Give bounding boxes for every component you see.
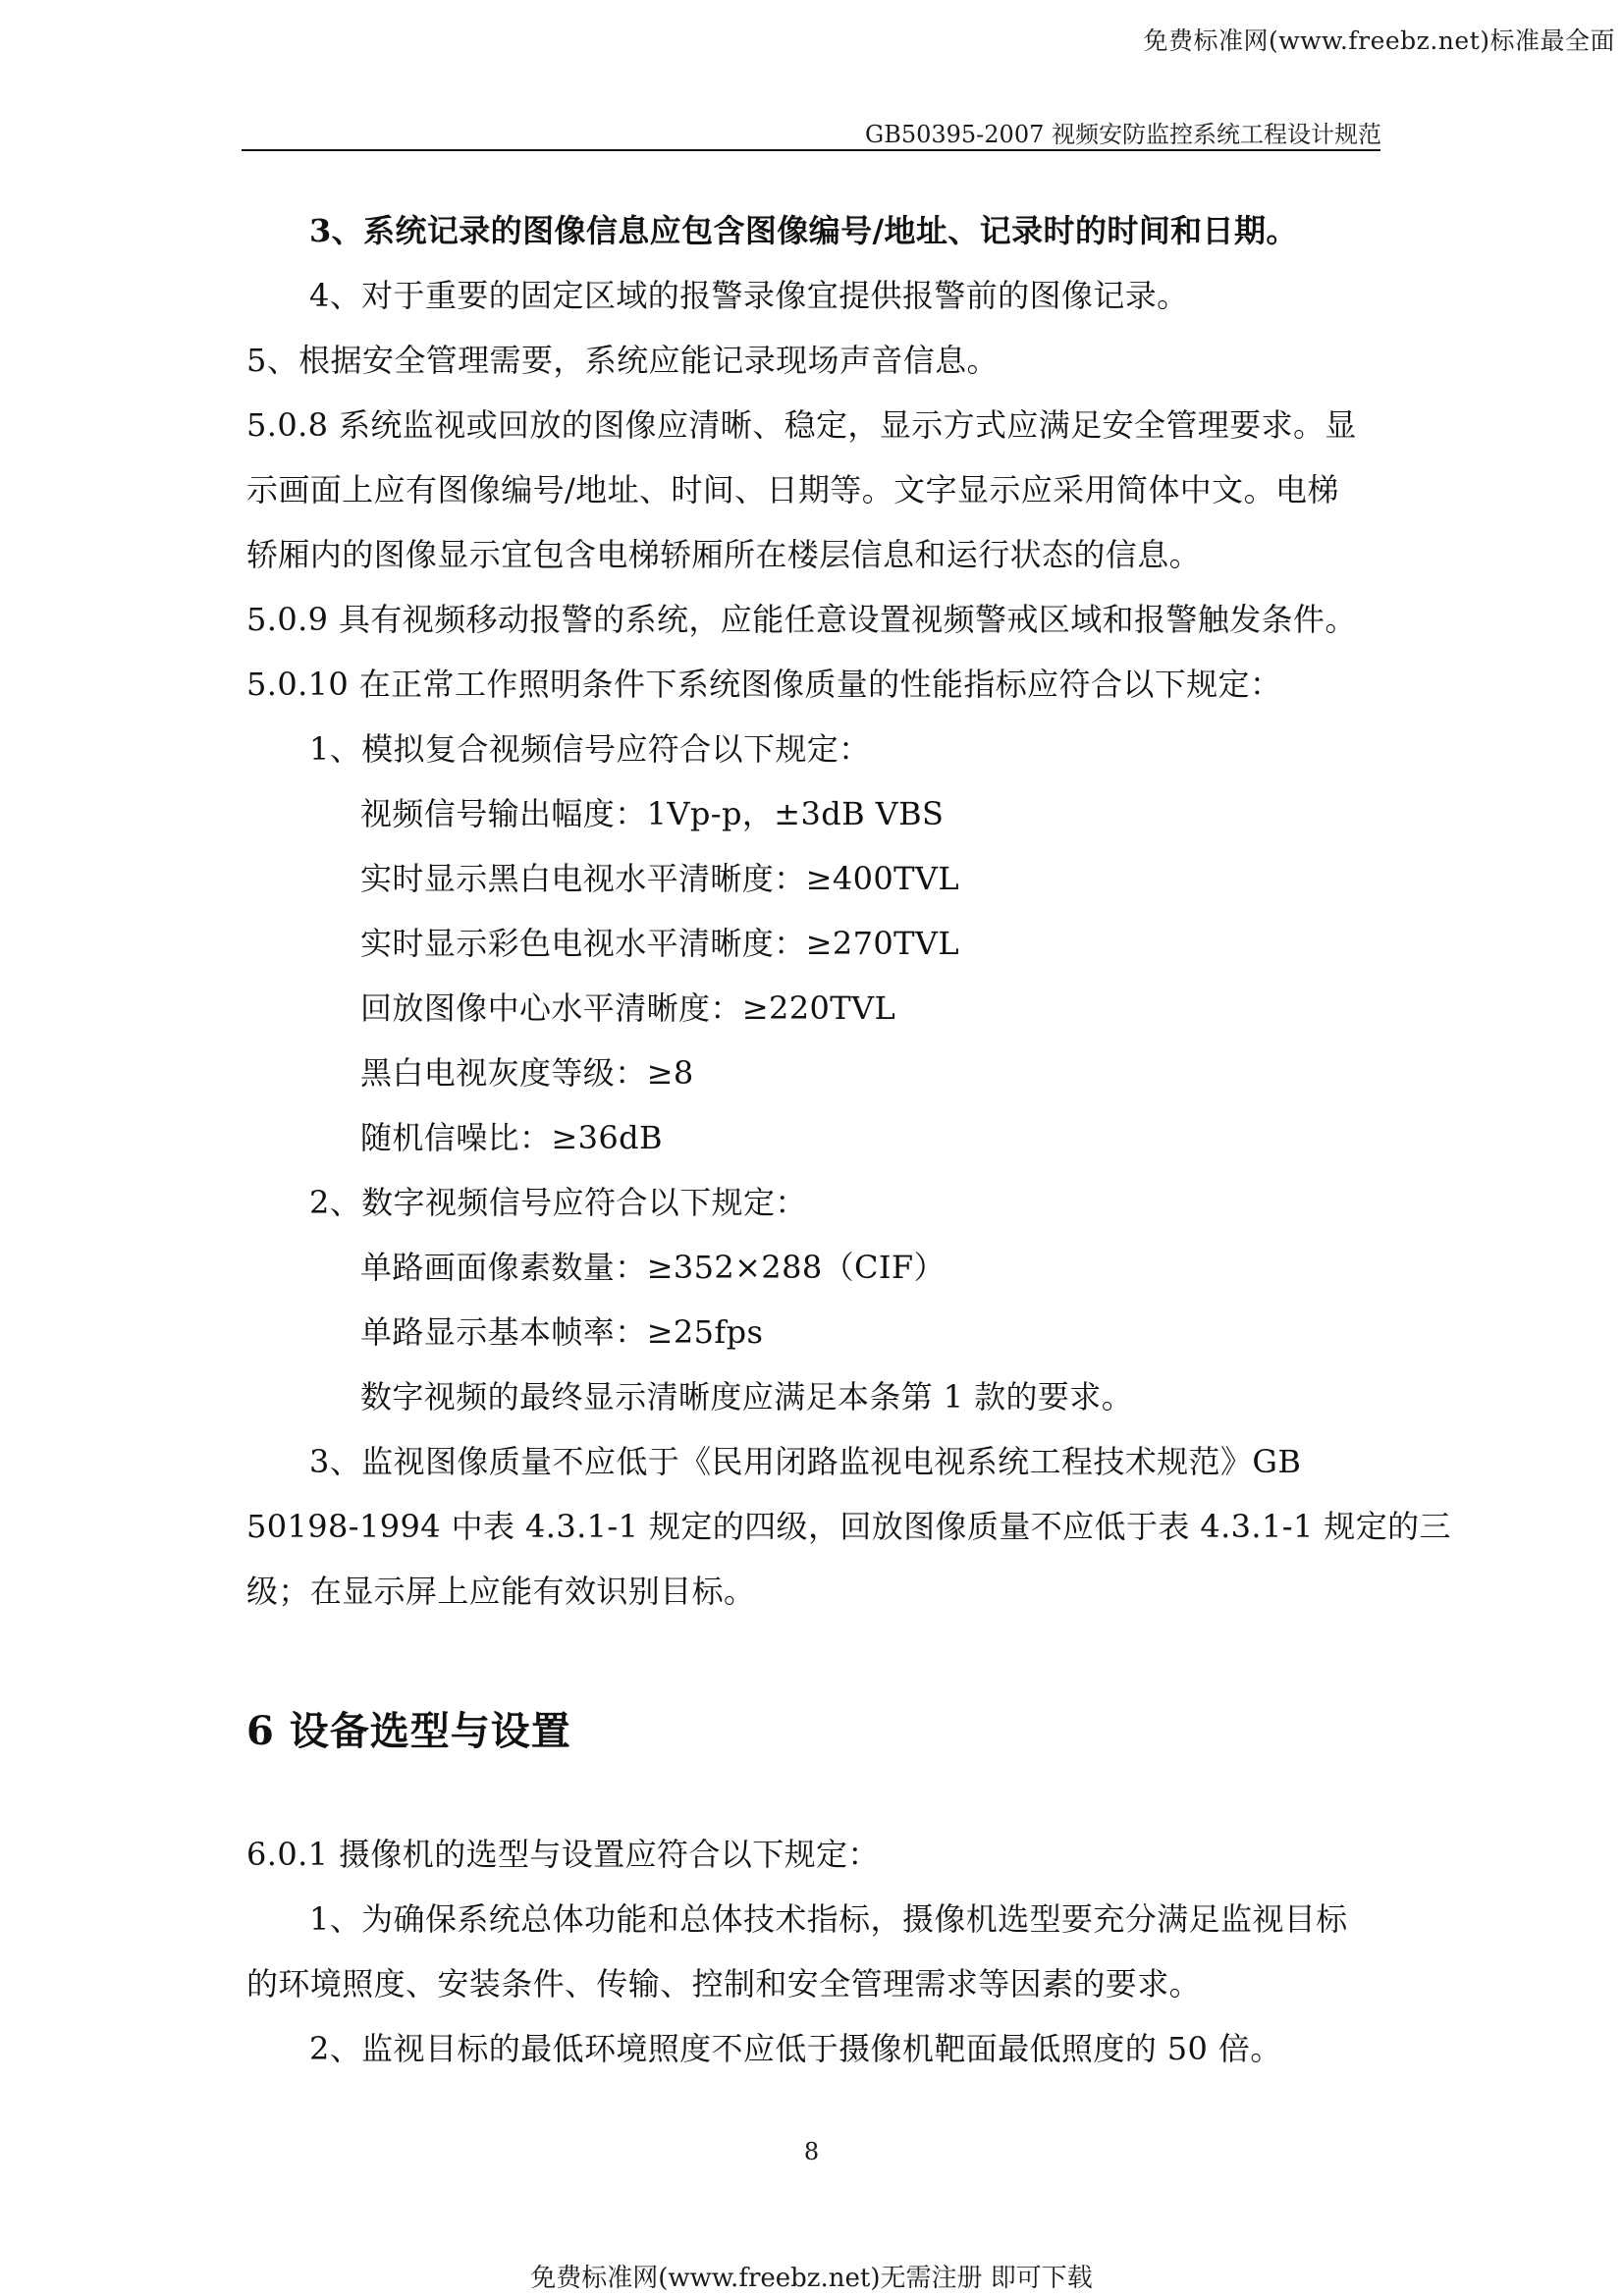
- clause-6-0-1-item-1-line-1: 1、为确保系统总体功能和总体技术指标，摄像机选型要充分满足监视目标: [309, 1900, 1348, 1938]
- clause-5-0-9: 5.0.9 具有视频移动报警的系统，应能任意设置视频警戒区域和报警触发条件。: [246, 601, 1357, 638]
- page-content: [246, 198, 1451, 2081]
- top-watermark: 免费标准网(www.freebz.net)标准最全面: [1143, 27, 1615, 55]
- clause-6-0-1-item-2: 2、监视目标的最低环境照度不应低于摄像机靶面最低照度的 50 倍。: [309, 2030, 1282, 2067]
- clause-5-0-10-item-3-line-2: 50198-1994 中表 4.3.1-1 规定的四级，回放图像质量不应低于表 4.3.1-1 规定的三: [246, 1508, 1451, 1545]
- spec-grayscale: 黑白电视灰度等级：≥8: [360, 1054, 694, 1092]
- clause-5-0-10-item-1: 1、模拟复合视频信号应符合以下规定：: [309, 730, 871, 768]
- clause-5-0-8-line-2: 示画面上应有图像编号/地址、时间、日期等。文字显示应采用简体中文。电梯: [246, 471, 1339, 508]
- spec-playback-resolution: 回放图像中心水平清晰度：≥220TVL: [360, 989, 896, 1027]
- clause-6-0-1-item-1-line-2: 的环境照度、安装条件、传输、控制和安全管理需求等因素的要求。: [246, 1965, 1202, 2002]
- clause-6-0-1: 6.0.1 摄像机的选型与设置应符合以下规定：: [246, 1836, 880, 1873]
- page-number: 8: [803, 2138, 820, 2165]
- clause-5-0-10: 5.0.10 在正常工作照明条件下系统图像质量的性能指标应符合以下规定：: [246, 666, 1282, 703]
- running-header-title: GB50395-2007 视频安防监控系统工程设计规范: [865, 121, 1381, 148]
- clause-5-0-10-item-2: 2、数字视频信号应符合以下规定：: [309, 1184, 807, 1221]
- clause-5-0-8-line-3: 轿厢内的图像显示宜包含电梯轿厢所在楼层信息和运行状态的信息。: [246, 536, 1202, 573]
- spec-pixel-count: 单路画面像素数量：≥352×288（CIF）: [360, 1249, 946, 1286]
- header-rule: [242, 149, 1380, 151]
- clause-item-5-audio: 5、根据安全管理需要，系统应能记录现场声音信息。: [246, 342, 999, 379]
- clause-5-0-10-item-3-line-1: 3、监视图像质量不应低于《民用闭路监视电视系统工程技术规范》GB: [309, 1443, 1302, 1480]
- spec-frame-rate: 单路显示基本帧率：≥25fps: [360, 1313, 764, 1351]
- spec-color-resolution: 实时显示彩色电视水平清晰度：≥270TVL: [360, 925, 959, 962]
- clause-item-4-pre-alarm: 4、对于重要的固定区域的报警录像宜提供报警前的图像记录。: [309, 277, 1189, 314]
- clause-5-0-8-line-1: 5.0.8 系统监视或回放的图像应清晰、稳定，显示方式应满足安全管理要求。显: [246, 406, 1357, 444]
- spec-bw-resolution: 实时显示黑白电视水平清晰度：≥400TVL: [360, 860, 959, 897]
- spec-video-amplitude: 视频信号输出幅度：1Vp-p，±3dB VBS: [360, 795, 945, 832]
- clause-item-3-record-info: 3、系统记录的图像信息应包含图像编号/地址、记录时的时间和日期。: [309, 212, 1298, 249]
- bottom-watermark: 免费标准网(www.freebz.net)无需注册 即可下载: [530, 2264, 1093, 2293]
- spec-snr: 随机信噪比：≥36dB: [360, 1119, 663, 1156]
- clause-5-0-10-item-3-line-3: 级；在显示屏上应能有效识别目标。: [246, 1573, 756, 1610]
- spec-digital-clarity: 数字视频的最终显示清晰度应满足本条第 1 款的要求。: [360, 1378, 1134, 1415]
- section-6-heading: 6 设备选型与设置: [246, 1708, 571, 1754]
